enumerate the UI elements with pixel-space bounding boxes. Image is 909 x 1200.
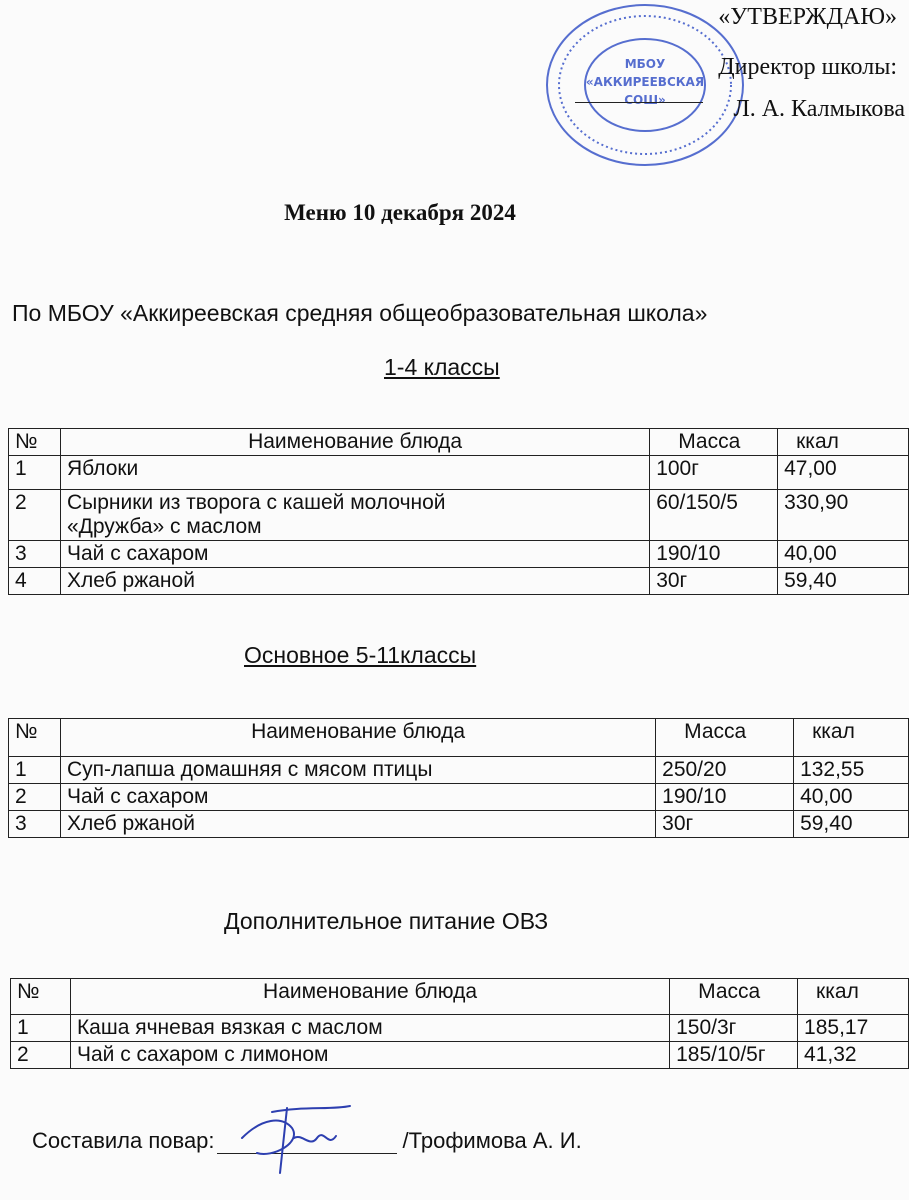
row-mass: 30г [656,811,794,838]
row-mass: 190/10 [656,784,794,811]
table-row [9,490,909,541]
approval-signature-line [575,102,703,103]
row-kcal: 40,00 [778,541,909,568]
header-num: № [9,429,61,456]
svg-text:СОШ»: СОШ» [624,93,666,107]
table-row [9,784,909,811]
menu-title: Меню 10 декабря 2024 [284,200,516,225]
row-kcal: 40,00 [794,784,909,811]
menu-table-1-4 [8,428,909,595]
header-name: Наименование блюда [70,979,669,1015]
header-num: № [9,719,61,757]
row-num: 2 [9,490,61,541]
row-num: 3 [9,541,61,568]
row-kcal: 330,90 [778,490,909,541]
section-title-1-4: 1-4 классы [384,354,500,380]
header-kcal: ккал [798,979,909,1015]
row-kcal: 59,40 [794,811,909,838]
row-mass: 30г [650,568,778,595]
row-num: 1 [11,1015,71,1042]
row-num: 2 [11,1042,71,1069]
table-row [9,568,909,595]
header-mass: Масса [650,429,778,456]
row-mass: 185/10/5г [670,1042,798,1069]
row-num: 1 [9,757,61,784]
school-line: По МБОУ «Аккиреевская средняя общеобразовательная школа» [12,300,708,326]
row-kcal: 47,00 [778,456,909,490]
row-dish: Каша ячневая вязкая с маслом [70,1015,669,1042]
table-row [11,1015,909,1042]
row-dish: Суп-лапша домашняя с мясом птицы [60,757,655,784]
header-name: Наименование блюда [60,719,655,757]
approval-role: Директор школы: [718,54,897,80]
header-kcal: ккал [794,719,909,757]
table-header-row [9,429,909,456]
header-kcal: ккал [778,429,909,456]
menu-table-ovz [10,978,909,1069]
table-header-row [11,979,909,1015]
table-row [9,541,909,568]
approval-title: «УТВЕРЖДАЮ» [718,4,897,30]
row-num: 1 [9,456,61,490]
row-dish: Хлеб ржаной [60,568,649,595]
row-dish: Чай с сахаром с лимоном [70,1042,669,1069]
row-num: 3 [9,811,61,838]
table-header-row [9,719,909,757]
table-row [11,1042,909,1069]
row-mass: 190/10 [650,541,778,568]
signature-name: /Трофимова А. И. [402,1128,582,1153]
approval-block [600,0,909,140]
table-row [9,811,909,838]
header-num: № [11,979,71,1015]
table-row [9,757,909,784]
row-num: 4 [9,568,61,595]
signature-label: Составила повар: [32,1128,215,1153]
table-row [9,456,909,490]
section-title-5-11: Основное 5-11классы [244,642,477,668]
svg-text:МБОУ: МБОУ [624,57,666,71]
row-mass: 60/150/5 [650,490,778,541]
approval-name: Л. А. Калмыкова [733,96,905,122]
row-num: 2 [9,784,61,811]
row-mass: 250/20 [656,757,794,784]
row-dish: Чай с сахаром [60,541,649,568]
header-name: Наименование блюда [60,429,649,456]
row-dish: Сырники из творога с кашей молочной «Дружба» с маслом [60,490,649,541]
svg-text:«АККИРЕЕВСКАЯ: «АККИРЕЕВСКАЯ [585,75,705,89]
row-kcal: 59,40 [778,568,909,595]
header-mass: Масса [656,719,794,757]
row-dish: Яблоки [60,456,649,490]
menu-table-5-11 [8,718,909,838]
section-title-ovz: Дополнительное питание ОВЗ [224,908,549,934]
row-kcal: 185,17 [798,1015,909,1042]
row-kcal: 41,32 [798,1042,909,1069]
row-dish: Чай с сахаром [60,784,655,811]
handwritten-signature [232,1098,357,1178]
row-mass: 100г [650,456,778,490]
row-mass: 150/3г [670,1015,798,1042]
header-mass: Масса [670,979,798,1015]
row-kcal: 132,55 [794,757,909,784]
row-dish: Хлеб ржаной [60,811,655,838]
